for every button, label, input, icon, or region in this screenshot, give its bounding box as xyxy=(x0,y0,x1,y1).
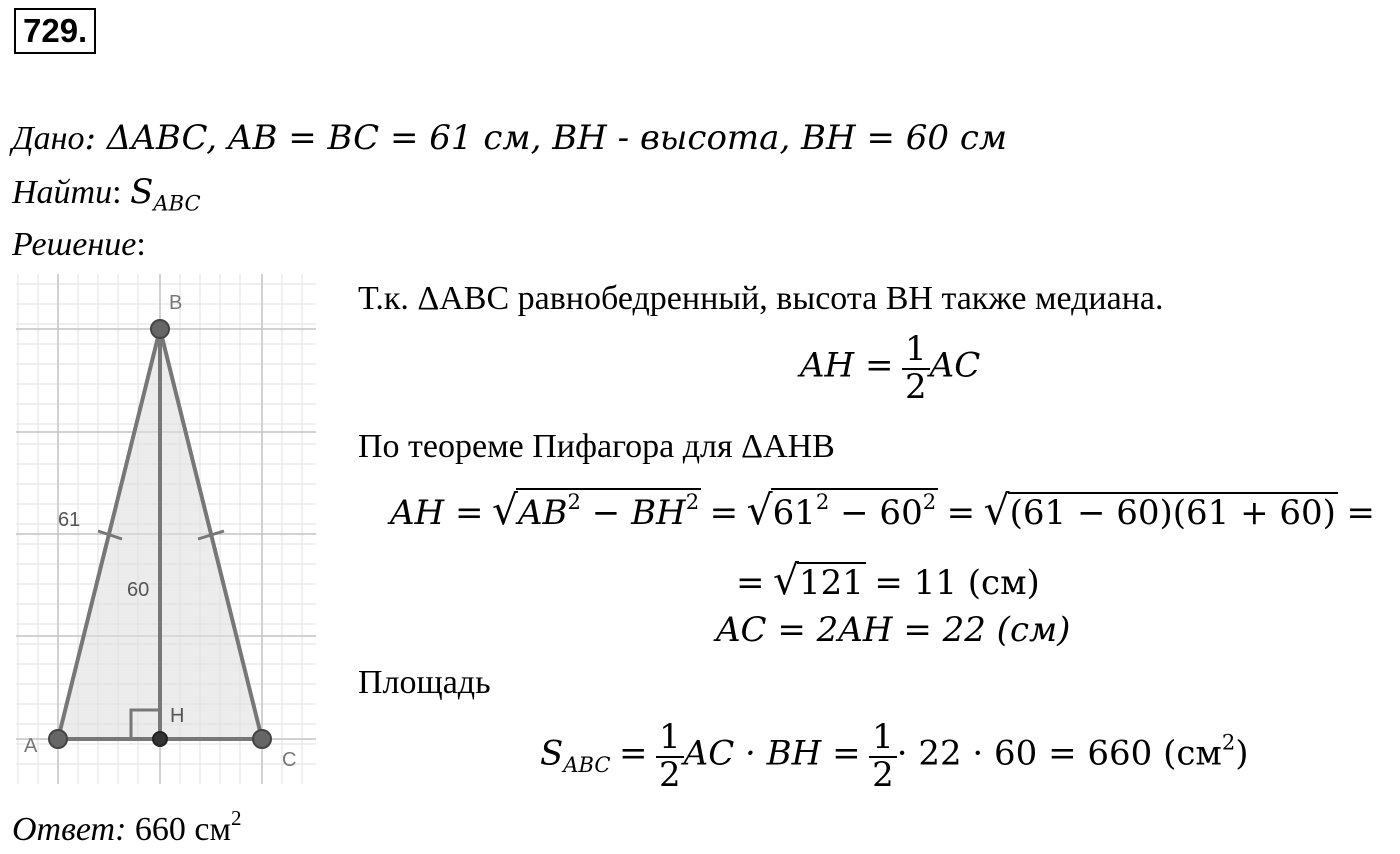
point-a xyxy=(49,730,67,748)
line-isosceles: Т.к. ΔABC равнобедренный, высота BH также медиана. xyxy=(358,280,1164,317)
radicand-2 xyxy=(771,488,938,533)
area-eq: = xyxy=(619,733,648,774)
sqrt-icon: √ xyxy=(983,486,1010,534)
answer-label: Ответ: xyxy=(12,810,127,848)
r2-exp2: 2 xyxy=(922,489,937,515)
find-label: Найти xyxy=(12,174,113,211)
r2-minus: − 60 xyxy=(829,493,923,533)
label-a: A xyxy=(24,735,38,757)
radicand-121: 121 xyxy=(799,563,864,603)
frac2-den: 2 xyxy=(872,754,894,795)
ah-lhs: AH = xyxy=(800,345,894,386)
label-c: C xyxy=(282,749,297,771)
result-11: = 11 (см) xyxy=(874,563,1040,603)
frac1-num: 1 xyxy=(656,720,684,758)
answer-line xyxy=(12,806,242,849)
line-pythagoras: По теореме Пифагора для ΔAHB xyxy=(358,428,835,465)
solution-label: Решение xyxy=(12,226,137,263)
area-sub: ABC xyxy=(563,751,611,777)
find-colon: : xyxy=(112,174,122,211)
r1-base: AB xyxy=(518,493,568,533)
line-sqrt121 xyxy=(736,556,1040,604)
label-h: H xyxy=(170,705,185,727)
r2-exp: 2 xyxy=(815,489,830,515)
point-h xyxy=(153,732,167,746)
find-symbol: S xyxy=(130,172,154,212)
sqrt-icon: √ xyxy=(492,486,518,534)
point-c xyxy=(253,730,271,748)
fraction-half-1 xyxy=(656,717,684,795)
r1-exp2: 2 xyxy=(685,489,700,515)
radicand-3: (61 − 60)(61 + 60) xyxy=(1009,493,1336,533)
radicand-1 xyxy=(516,488,701,533)
solution-heading xyxy=(12,226,146,264)
eq-3: = xyxy=(1346,493,1375,533)
line-area-formula xyxy=(540,717,1249,795)
ah-rhs: AC xyxy=(929,345,981,386)
frac1-den: 2 xyxy=(659,754,681,795)
r1-exp: 2 xyxy=(567,489,581,515)
solution-colon: : xyxy=(136,226,146,263)
eq-2: = xyxy=(946,493,976,533)
eq-lead: = xyxy=(736,563,765,603)
given-label: Дано xyxy=(12,120,85,157)
line-ah-half xyxy=(800,329,981,407)
given-text: : ΔABC, AB = BC = 61 см, BH - высота, BH = 60 см xyxy=(84,118,1008,158)
fraction-half xyxy=(902,329,930,407)
find-line xyxy=(12,172,201,215)
area-close: ) xyxy=(1235,733,1249,774)
label-b: B xyxy=(169,292,183,314)
line-ac: AC = 2AH = 22 (см) xyxy=(716,610,1071,650)
sqrt-icon: √ xyxy=(746,486,773,534)
ah-calc-lhs: AH = xyxy=(390,493,484,533)
problem-number: 729. xyxy=(14,8,96,54)
area-symbol: S xyxy=(540,733,564,774)
r2-base: 61 xyxy=(772,493,816,533)
find-subscript: ABC xyxy=(153,190,201,216)
r1-minus: − BH xyxy=(580,493,686,533)
sqrt-icon: √ xyxy=(773,556,799,604)
answer-sup: 2 xyxy=(231,806,242,830)
side-label: 61 xyxy=(58,509,81,531)
height-label: 60 xyxy=(127,579,150,601)
answer-value: 660 см xyxy=(134,810,231,848)
eq-1: = xyxy=(709,493,739,533)
area-tail: · 22 · 60 = 660 (см xyxy=(896,733,1222,774)
line-area-label: Площадь xyxy=(358,664,491,701)
area-sup: 2 xyxy=(1221,729,1236,755)
area-mid: AC · BH = xyxy=(683,733,861,774)
frac2-num: 1 xyxy=(869,720,897,758)
fraction-half-2 xyxy=(869,717,897,795)
frac-den: 2 xyxy=(905,366,927,407)
point-b xyxy=(151,320,169,338)
frac-num: 1 xyxy=(902,332,930,370)
line-ah-calc xyxy=(390,486,1375,534)
given-line xyxy=(12,118,1007,158)
triangle-figure xyxy=(16,274,316,784)
